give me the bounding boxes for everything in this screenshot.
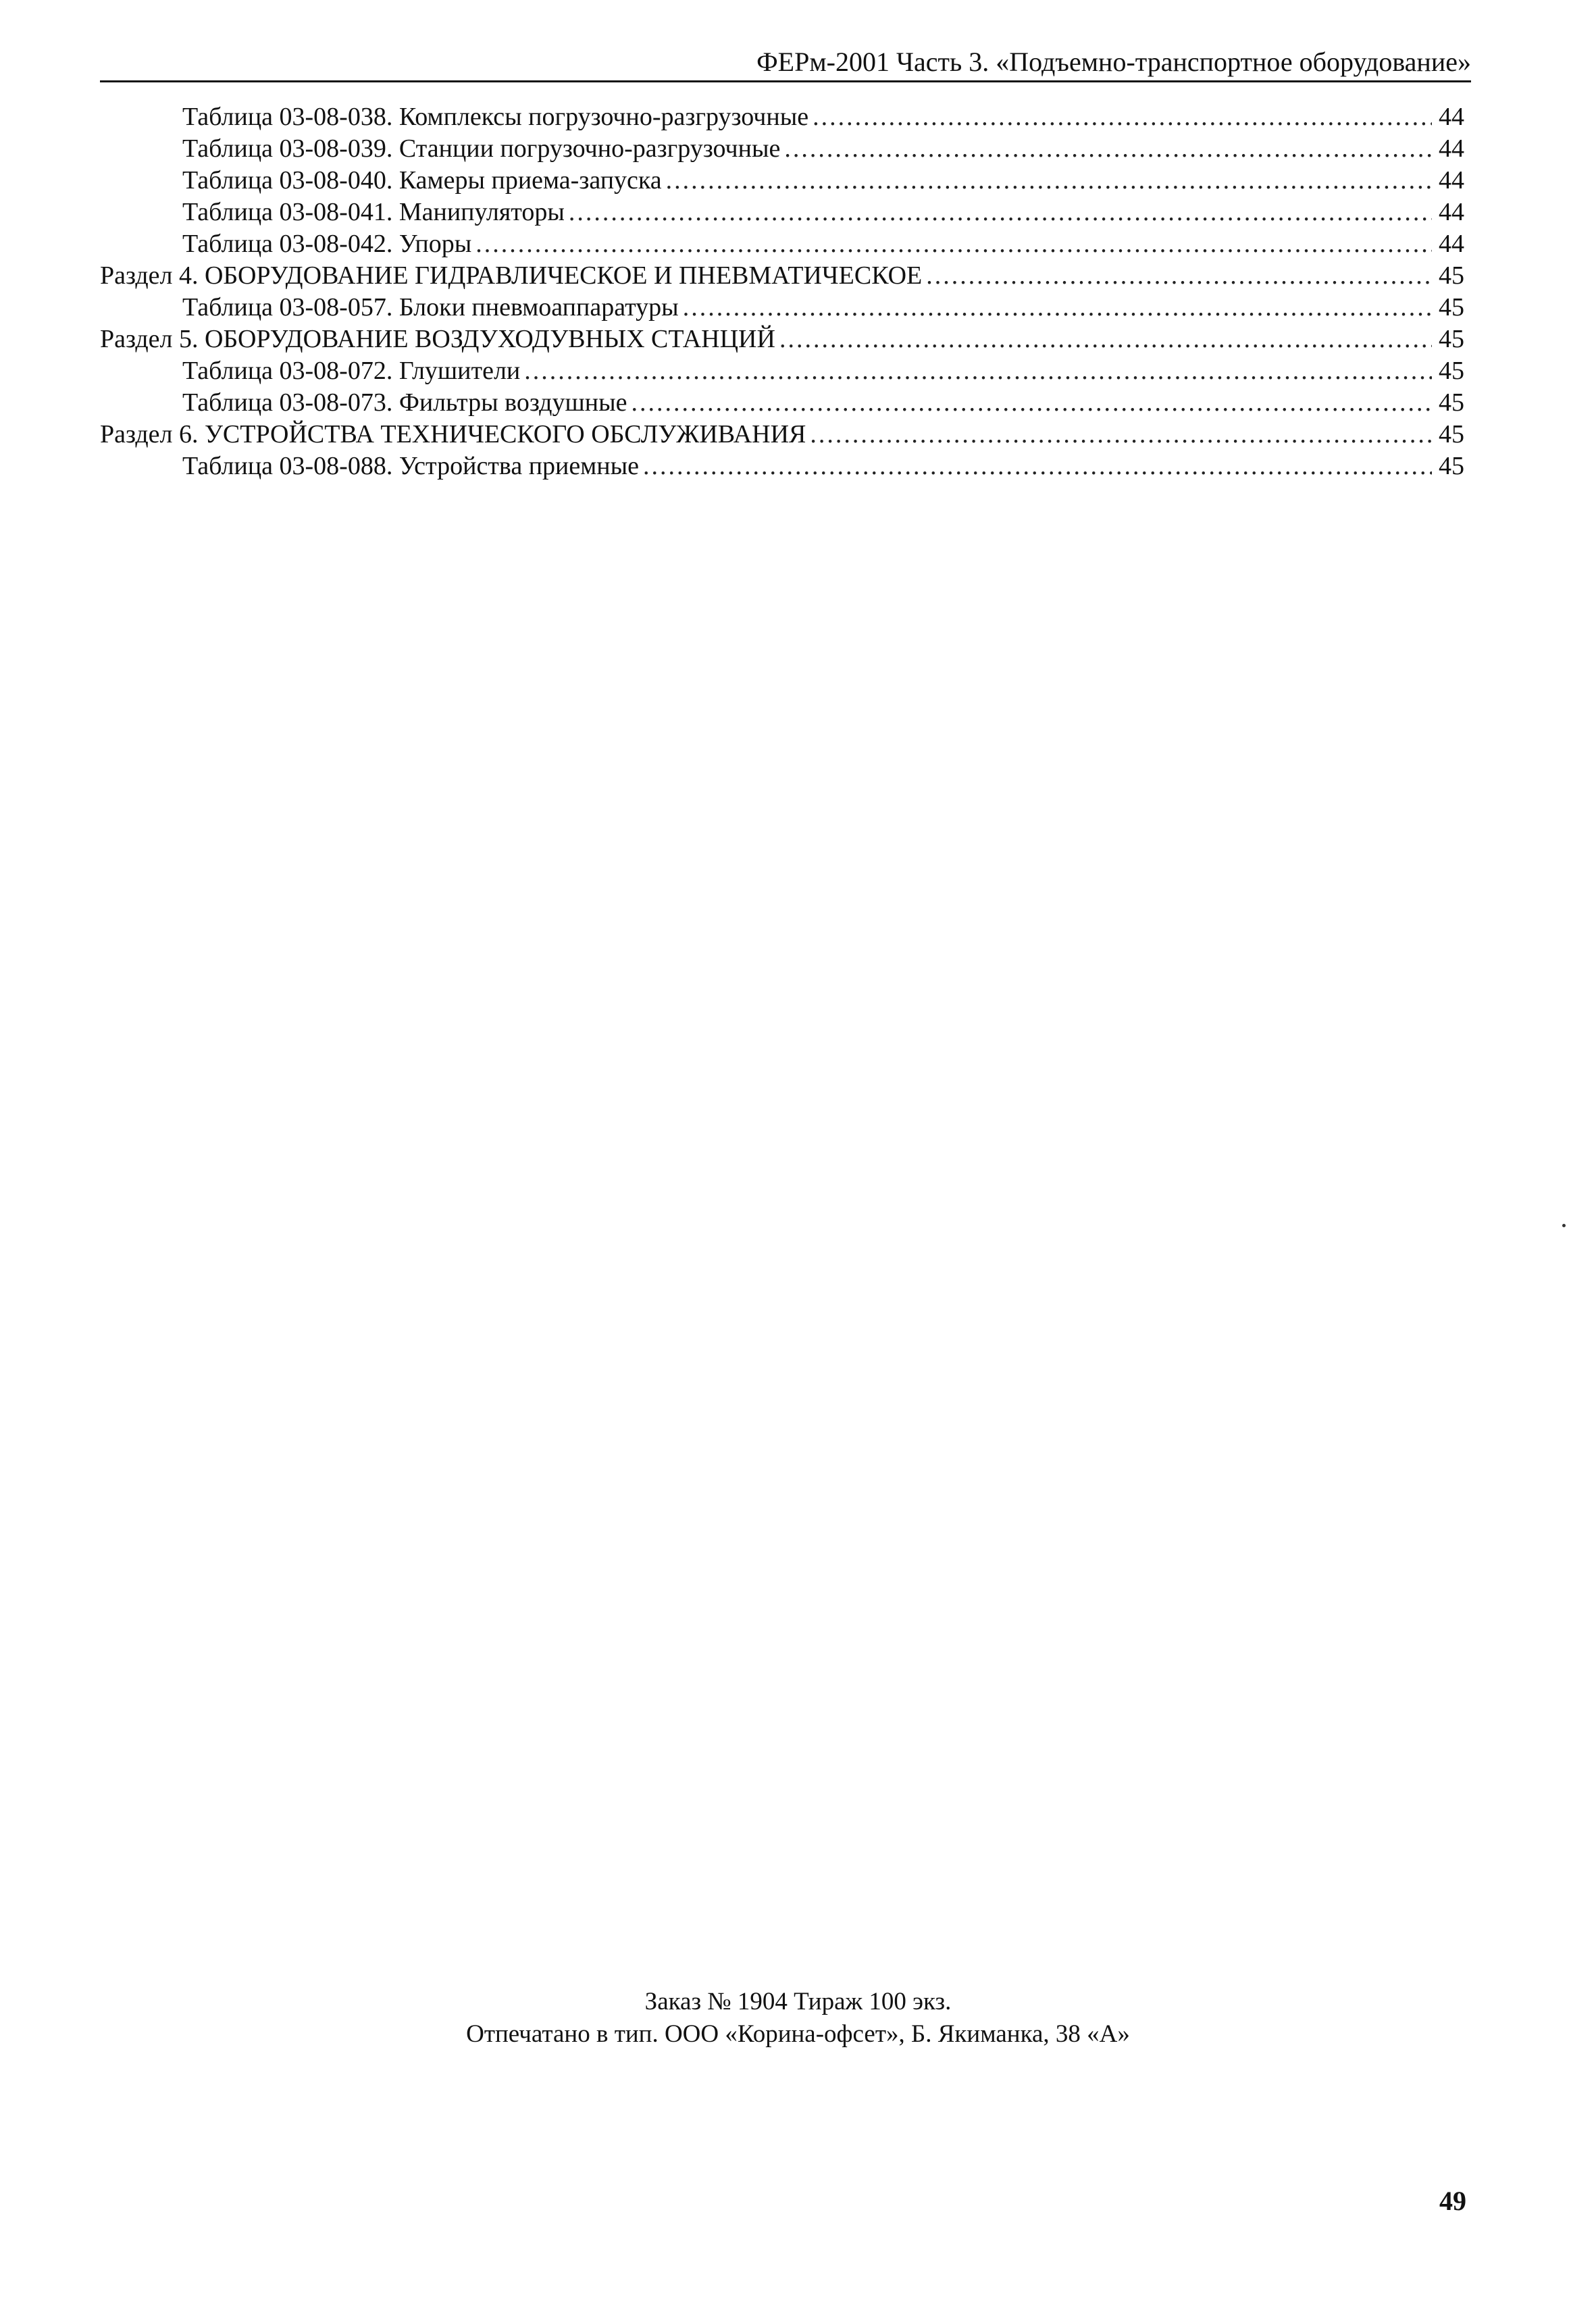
toc-table-entry — [100, 165, 1464, 197]
toc-dot-leader — [683, 292, 1432, 324]
toc-dot-leader — [666, 165, 1432, 197]
toc-entry-page: 45 — [1439, 420, 1464, 448]
toc-dot-leader — [926, 260, 1432, 292]
toc-entry-label: Раздел 5. ОБОРУДОВАНИЕ ВОЗДУХОДУВНЫХ СТАНЦИЙ — [100, 325, 775, 353]
toc-table-entry — [100, 355, 1464, 387]
toc-entry-label: Таблица 03-08-073. Фильтры воздушные — [182, 388, 627, 417]
toc-entry-page: 44 — [1439, 230, 1464, 258]
toc-table-entry — [100, 292, 1464, 324]
toc-section-entry — [100, 324, 1464, 355]
toc-entry-label: Таблица 03-08-057. Блоки пневмоаппаратуры — [182, 293, 679, 322]
toc-entry-page: 45 — [1439, 325, 1464, 353]
toc-table-entry — [100, 197, 1464, 228]
toc-entry-label: Таблица 03-08-040. Камеры приема-запуска — [182, 166, 662, 195]
toc-dot-leader — [569, 197, 1432, 228]
toc-entry-page: 44 — [1439, 166, 1464, 195]
toc-section-entry — [100, 419, 1464, 451]
toc-entry-page: 44 — [1439, 103, 1464, 131]
toc-entry-label: Таблица 03-08-039. Станции погрузочно-разгрузочные — [182, 134, 781, 163]
toc-section-entry — [100, 260, 1464, 292]
header-title: ФЕРм-2001 Часть 3. «Подъемно-транспортное оборудование» — [756, 47, 1471, 77]
toc-entry-page: 44 — [1439, 134, 1464, 163]
toc-entry-label: Таблица 03-08-042. Упоры — [182, 230, 472, 258]
toc-dot-leader — [643, 451, 1432, 482]
toc-table-entry — [100, 228, 1464, 260]
imprint — [0, 1986, 1596, 2051]
toc-dot-leader — [813, 101, 1432, 133]
toc-entry-label: Раздел 4. ОБОРУДОВАНИЕ ГИДРАВЛИЧЕСКОЕ И ПНЕВМАТИЧЕСКОЕ — [100, 261, 923, 290]
toc-dot-leader — [475, 228, 1432, 260]
toc-entry-page: 45 — [1439, 388, 1464, 417]
toc-table-entry — [100, 133, 1464, 165]
toc-table-entry — [100, 387, 1464, 419]
toc-entry-page: 45 — [1439, 452, 1464, 480]
toc-entry-label: Раздел 6. УСТРОЙСТВА ТЕХНИЧЕСКОГО ОБСЛУЖИВАНИЯ — [100, 420, 806, 448]
toc-table-entry — [100, 451, 1464, 482]
scan-speck — [1562, 1224, 1566, 1227]
toc-entry-label: Таблица 03-08-072. Глушители — [182, 357, 521, 385]
toc-dot-leader — [631, 387, 1432, 419]
toc-entry-page: 44 — [1439, 198, 1464, 226]
page-number: 49 — [1439, 2186, 1466, 2216]
header-rule — [100, 80, 1471, 82]
imprint-printer-line: Отпечатано в тип. ООО «Корина-офсет», Б. Якиманка, 38 «А» — [466, 2020, 1130, 2048]
toc-dot-leader — [524, 355, 1432, 387]
toc-entry-page: 45 — [1439, 293, 1464, 322]
toc-dot-leader — [810, 419, 1432, 451]
table-of-contents — [100, 101, 1464, 482]
toc-table-entry — [100, 101, 1464, 133]
toc-dot-leader — [784, 133, 1432, 165]
toc-entry-label: Таблица 03-08-038. Комплексы погрузочно-разгрузочные — [182, 103, 809, 131]
toc-entry-page: 45 — [1439, 261, 1464, 290]
toc-dot-leader — [779, 324, 1432, 355]
imprint-order-line: Заказ № 1904 Тираж 100 экз. — [644, 1988, 952, 2015]
running-header — [100, 41, 1471, 82]
toc-entry-label: Таблица 03-08-088. Устройства приемные — [182, 452, 640, 480]
toc-entry-page: 45 — [1439, 357, 1464, 385]
toc-entry-label: Таблица 03-08-041. Манипуляторы — [182, 198, 565, 226]
